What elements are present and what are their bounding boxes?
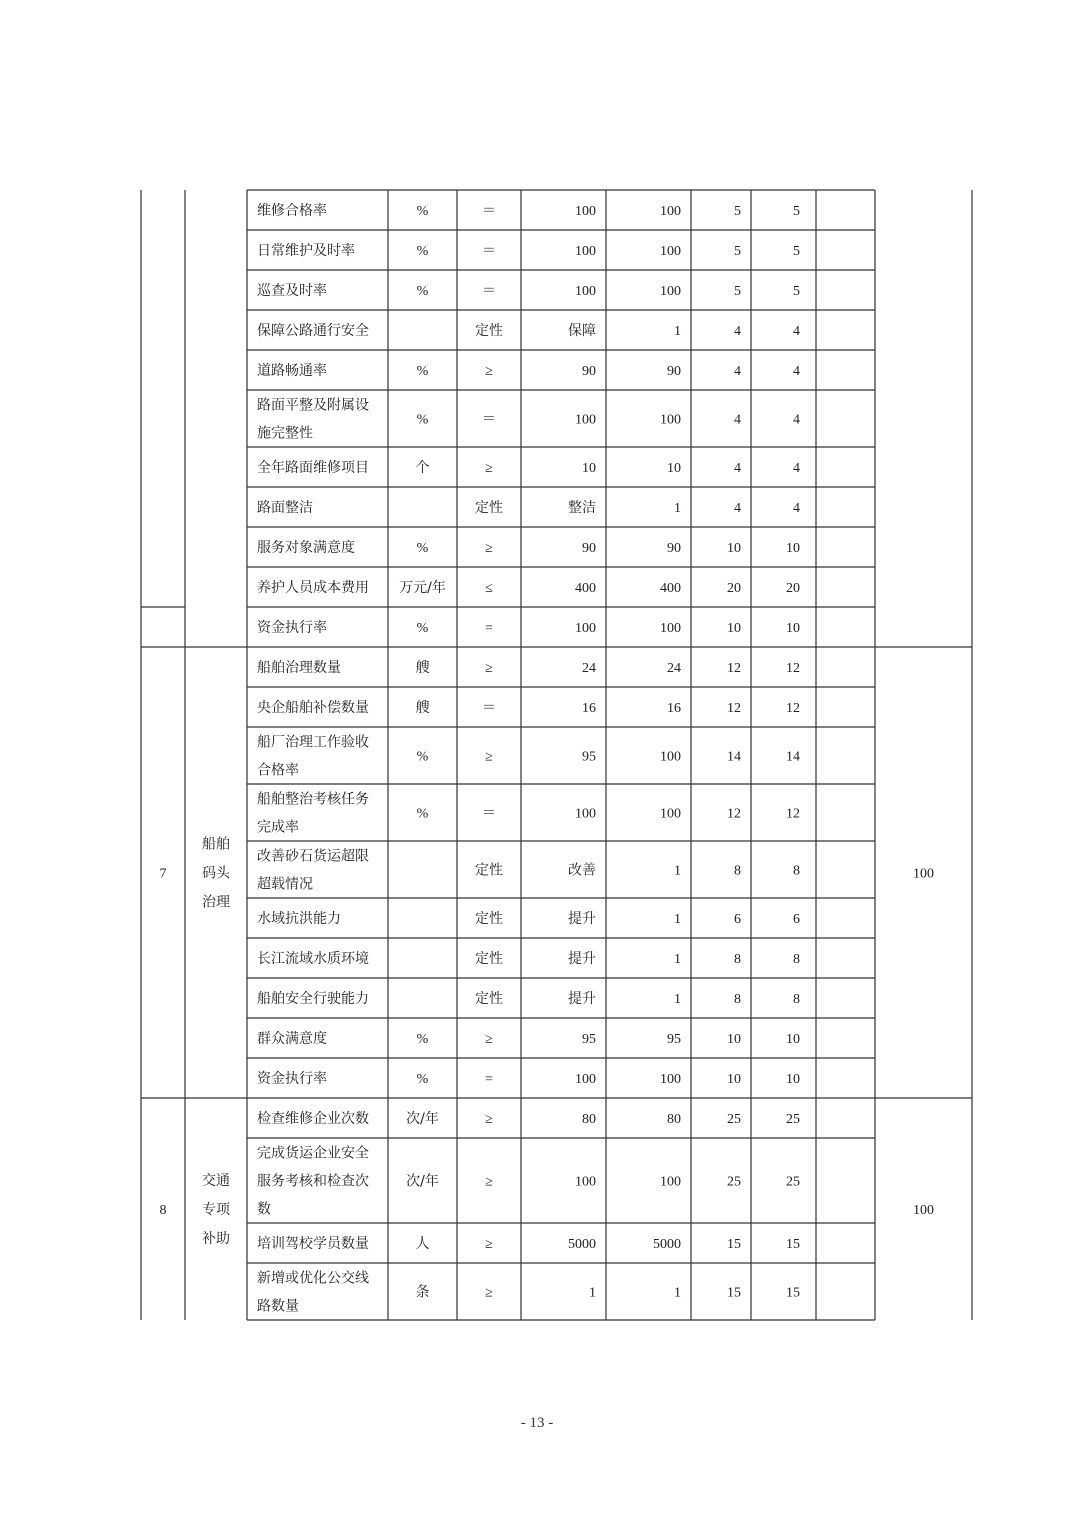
target-value: 90 [582,541,596,556]
indicator-name: 改善砂石货运超限 [257,848,369,865]
unit-cell: 艘 [415,700,430,716]
unit-cell: % [416,364,429,379]
weight-value: 4 [734,461,741,476]
score-value: 8 [793,992,800,1007]
project-name: 码头 [202,865,230,882]
actual-value: 100 [660,1174,681,1190]
target-value: 100 [575,1072,596,1087]
weight-value: 12 [727,661,741,676]
indicator-name: 数 [257,1201,271,1218]
operator-cell: ≤ [485,581,493,596]
score-value: 10 [786,621,800,636]
operator-cell: ≥ [485,1174,493,1190]
actual-value: 90 [667,541,681,556]
indicator-name: 水域抗洪能力 [257,911,341,927]
weight-value: 8 [734,952,741,967]
operator-cell: ≥ [485,461,493,476]
indicator-name: 船舶整治考核任务 [257,791,369,808]
indicator-name: 保障公路通行安全 [257,323,369,339]
unit-cell: % [416,541,429,556]
actual-value: 1 [674,863,681,879]
actual-value: 24 [667,661,681,676]
operator-cell: ≥ [485,749,493,765]
operator-cell: ＝ [482,412,496,428]
score-value: 10 [786,1072,800,1087]
project-number: 8 [159,1203,167,1218]
actual-value: 100 [660,412,681,428]
weight-value: 4 [734,501,741,516]
score-value: 6 [793,912,800,927]
weight-value: 4 [734,364,741,379]
project-name: 交通 [202,1173,230,1189]
weight-value: 14 [727,749,741,765]
target-value: 100 [575,284,596,299]
weight-value: 4 [734,412,741,428]
target-value: 95 [582,749,596,765]
operator-cell: ＝ [482,701,496,716]
actual-value: 16 [667,701,681,716]
unit-cell: % [416,204,429,219]
project-name: 治理 [202,894,230,911]
target-value: 保障 [568,323,596,339]
indicator-name: 检查维修企业次数 [257,1111,369,1127]
indicator-name: 完成率 [257,819,299,836]
actual-value: 1 [674,324,681,339]
score-value: 15 [786,1237,800,1252]
target-value: 100 [575,204,596,219]
score-value: 4 [793,324,800,339]
target-value: 80 [582,1112,596,1127]
unit-cell: % [416,749,429,765]
indicator-name: 完成货运企业安全 [257,1145,369,1162]
indicator-name: 路面平整及附属设 [257,397,369,414]
target-value: 10 [582,461,596,476]
actual-value: 1 [674,992,681,1007]
score-value: 4 [793,461,800,476]
weight-value: 12 [727,806,741,822]
score-value: 5 [793,204,800,219]
weight-value: 10 [727,1072,741,1087]
target-value: 100 [575,1174,596,1190]
unit-cell: 人 [415,1236,430,1252]
indicator-name: 服务考核和检查次 [257,1173,369,1190]
indicator-name: 船舶安全行驶能力 [257,991,369,1007]
operator-cell: ≥ [485,1285,493,1301]
actual-value: 1 [674,1285,681,1301]
indicator-name: 巡查及时率 [257,283,327,299]
score-value: 4 [793,501,800,516]
weight-value: 8 [734,992,741,1007]
weight-value: 10 [727,541,741,556]
actual-value: 100 [660,1072,681,1087]
actual-value: 100 [660,621,681,636]
target-value: 95 [582,1032,596,1047]
operator-cell: ≥ [485,1237,493,1252]
unit-cell: % [416,806,429,822]
target-value: 400 [575,581,596,596]
score-value: 15 [786,1285,800,1301]
project-name: 专项 [202,1202,230,1218]
operator-cell: ＝ [482,204,496,219]
actual-value: 400 [660,581,681,596]
weight-value: 5 [734,204,741,219]
actual-value: 100 [660,284,681,299]
indicator-name: 路数量 [257,1298,299,1315]
score-value: 10 [786,541,800,556]
target-value: 提升 [568,911,596,927]
indicator-name: 道路畅通率 [257,363,327,379]
operator-cell: ≥ [485,1112,493,1127]
indicator-name: 长江流域水质环境 [257,951,369,967]
weight-value: 5 [734,244,741,259]
project-name: 船舶 [202,836,230,853]
indicator-name: 群众满意度 [257,1031,327,1047]
weight-value: 15 [727,1237,741,1252]
target-value: 整洁 [568,500,596,516]
weight-value: 12 [727,701,741,716]
operator-cell: = [485,621,493,636]
indicator-name: 施完整性 [257,425,313,442]
indicator-name: 养护人员成本费用 [257,580,369,596]
operator-cell: 定性 [475,951,503,967]
indicator-name: 船厂治理工作验收 [257,734,369,751]
actual-value: 10 [667,461,681,476]
score-value: 12 [786,661,800,676]
indicator-name: 培训驾校学员数量 [257,1236,369,1252]
actual-value: 95 [667,1032,681,1047]
weight-value: 6 [734,912,741,927]
target-value: 5000 [568,1237,596,1252]
score-value: 5 [793,284,800,299]
indicator-name: 维修合格率 [257,203,327,219]
score-value: 25 [786,1174,800,1190]
target-value: 90 [582,364,596,379]
unit-cell: 万元/年 [399,580,446,596]
weight-value: 10 [727,1032,741,1047]
unit-cell: 次/年 [406,1173,439,1190]
target-value: 提升 [568,991,596,1007]
operator-cell: = [485,1072,493,1087]
target-value: 100 [575,412,596,428]
operator-cell: ＝ [482,806,496,822]
weight-value: 5 [734,284,741,299]
project-total-score: 100 [913,1203,934,1218]
operator-cell: 定性 [475,500,503,516]
operator-cell: 定性 [475,991,503,1007]
weight-value: 4 [734,324,741,339]
score-value: 20 [786,581,800,596]
target-value: 提升 [568,951,596,967]
operator-cell: 定性 [475,862,503,879]
actual-value: 100 [660,244,681,259]
score-value: 12 [786,701,800,716]
target-value: 16 [582,701,596,716]
operator-cell: ≥ [485,661,493,676]
indicator-name: 新增或优化公交线 [257,1270,369,1287]
weight-value: 25 [727,1112,741,1127]
indicator-name: 资金执行率 [257,620,327,636]
actual-value: 1 [674,501,681,516]
score-value: 8 [793,863,800,879]
actual-value: 1 [674,912,681,927]
score-value: 8 [793,952,800,967]
unit-cell: % [416,621,429,636]
score-value: 5 [793,244,800,259]
operator-cell: ≥ [485,541,493,556]
unit-cell: % [416,412,429,428]
unit-cell: % [416,284,429,299]
unit-cell: % [416,1032,429,1047]
target-value: 24 [582,661,596,676]
unit-cell: % [416,1072,429,1087]
project-name: 补助 [202,1231,230,1247]
unit-cell: % [416,244,429,259]
target-value: 1 [589,1285,596,1301]
indicator-name: 央企船舶补偿数量 [257,700,369,716]
indicator-name: 路面整洁 [257,500,313,516]
indicator-name: 船舶治理数量 [257,660,341,676]
table-cells [160,202,935,1315]
target-value: 100 [575,806,596,822]
score-value: 12 [786,806,800,822]
actual-value: 100 [660,806,681,822]
actual-value: 5000 [653,1237,681,1252]
weight-value: 20 [727,581,741,596]
page-number: - 13 - [520,1415,554,1431]
unit-cell: 艘 [415,660,430,676]
weight-value: 25 [727,1174,741,1190]
indicator-name: 服务对象满意度 [257,540,355,556]
actual-value: 100 [660,204,681,219]
operator-cell: ＝ [482,244,496,259]
actual-value: 90 [667,364,681,379]
project-number: 7 [159,866,167,882]
operator-cell: ＝ [482,284,496,299]
actual-value: 80 [667,1112,681,1127]
score-value: 25 [786,1112,800,1127]
operator-cell: 定性 [475,911,503,927]
score-value: 4 [793,412,800,428]
operator-cell: ≥ [485,364,493,379]
score-value: 4 [793,364,800,379]
unit-cell: 条 [415,1284,430,1301]
actual-value: 100 [660,749,681,765]
weight-value: 10 [727,621,741,636]
score-value: 14 [786,749,800,765]
indicator-name: 资金执行率 [257,1071,327,1087]
score-value: 10 [786,1032,800,1047]
operator-cell: ≥ [485,1032,493,1047]
operator-cell: 定性 [475,323,503,339]
indicator-name: 全年路面维修项目 [257,460,369,476]
target-value: 100 [575,244,596,259]
weight-value: 8 [734,863,741,879]
target-value: 改善 [568,862,596,879]
indicator-name: 日常维护及时率 [257,243,355,259]
project-total-score: 100 [913,866,934,882]
actual-value: 1 [674,952,681,967]
indicator-name: 合格率 [257,762,299,779]
unit-cell: 次/年 [406,1111,439,1127]
target-value: 100 [575,621,596,636]
indicator-name: 超载情况 [257,876,313,893]
unit-cell: 个 [415,460,430,476]
weight-value: 15 [727,1285,741,1301]
